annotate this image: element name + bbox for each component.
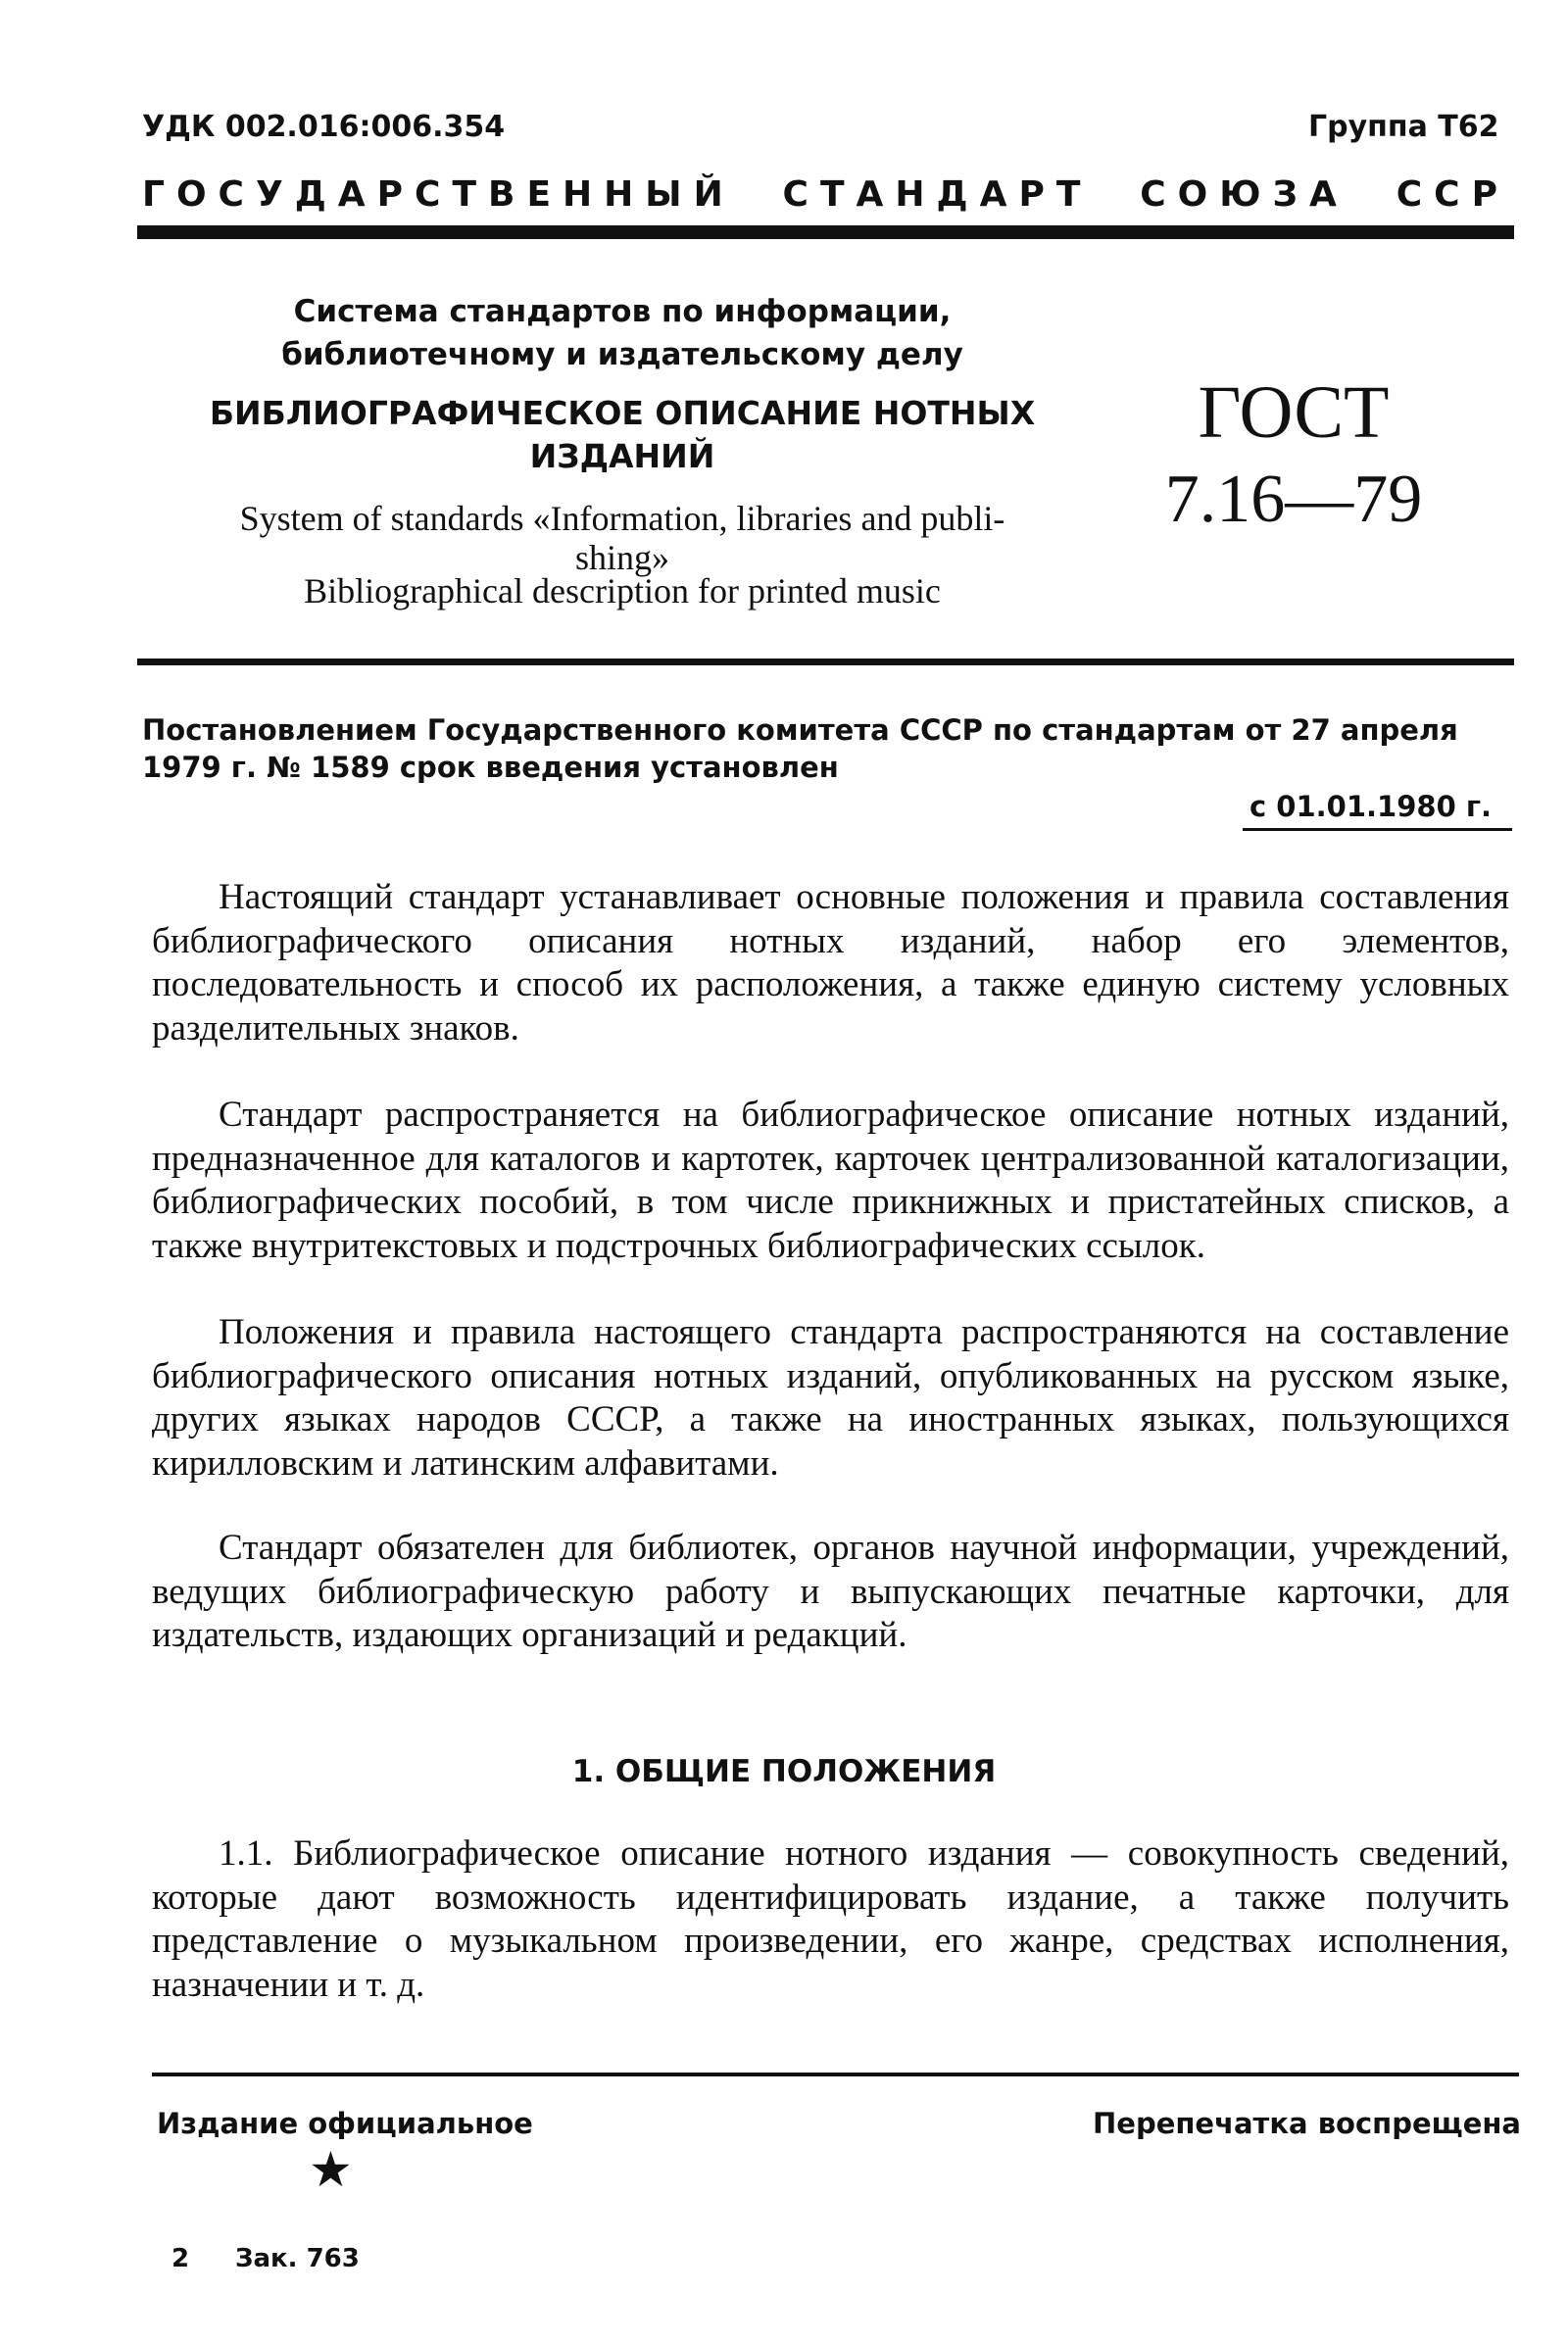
header-rule	[137, 225, 1514, 239]
standard-title-line-1: БИБЛИОГРАФИЧЕСКОЕ ОПИСАНИЕ НОТНЫХ	[209, 394, 1036, 432]
body-paragraph-3	[152, 1311, 1509, 1486]
banner-word-state: ГОСУДАРСТВЕННЫЙ	[142, 174, 735, 215]
decree-line-1: Постановлением Государственного комитета СССР по стандартам от 27 апреля	[142, 713, 1458, 747]
state-standard-banner	[142, 174, 1509, 215]
body-paragraph-4	[152, 1527, 1509, 1658]
footer-rule	[152, 2073, 1519, 2076]
decree-line-2: 1979 г. № 1589 срок введения установлен	[142, 751, 839, 784]
english-title-line-2: shing»	[574, 538, 669, 577]
page-number: 2	[172, 2244, 190, 2273]
paragraph-text: Стандарт распространяется на библиографическое описание нотных изданий, предназначенное для каталогов и картотек, карточек централизованной каталогизации, библиографических пособий, в том числе прикнижных и пристатейных списков, а также внутритекстовых и подстрочных библиографических ссылок.	[152, 1095, 1509, 1266]
star-icon: ★	[309, 2141, 353, 2198]
section-heading: 1. ОБЩИЕ ПОЛОЖЕНИЯ	[571, 1754, 997, 1789]
paragraph-text: Настоящий стандарт устанавливает основные положения и правила составления библиографического описания нотных изданий, набор его элементов, последовательность и способ их расположения, а также единую систему условных разделительных знаков.	[152, 877, 1509, 1049]
paragraph-text: 1.1. Библиографическое описание нотного издания — совокупность сведений, которые дают возможность идентифицировать издание, а также получить представление о музыкальном произведении, его жанре, средствах исполнения, назначении и т. д.	[152, 1833, 1509, 2005]
gost-number: 7.16—79	[1164, 462, 1423, 537]
paragraph-text: Положения и правила настоящего стандарта распространяются на составление библиографического описания нотных изданий, опубликованных на русском языке, других языках народов СССР, а также на иностранных языках, пользующихся кирилловским и латинским алфавитами.	[152, 1312, 1509, 1484]
body-paragraph-5	[152, 1832, 1509, 2007]
udk-code: УДК 002.016:006.354	[142, 110, 506, 144]
english-title-line-3: Bibliographical description for printed music	[304, 571, 941, 610]
order-number: Зак. 763	[235, 2244, 360, 2273]
standard-title-line-2: ИЗДАНИЙ	[529, 437, 715, 475]
system-line-1: Система стандартов по информации,	[293, 294, 952, 329]
effective-date: с 01.01.1980 г.	[1250, 790, 1493, 823]
body-paragraph-1	[152, 876, 1509, 1050]
english-title-line-1: System of standards «Information, libraries and publi-	[239, 499, 1005, 538]
body-paragraph-2	[152, 1094, 1509, 1268]
system-line-2: библиотечному и издательскому делу	[281, 337, 963, 372]
paragraph-text: Стандарт обязателен для библиотек, органов научной информации, учреждений, ведущих библиографическую работу и выпускающих печатные карточки, для издательств, издающих организаций и редакций.	[152, 1528, 1509, 1655]
title-rule	[137, 659, 1514, 665]
effective-date-underline	[1243, 828, 1512, 831]
official-edition-note: Издание официальное	[157, 2107, 533, 2140]
gost-label: ГОСТ	[1198, 371, 1390, 454]
group-code: Группа Т62	[1308, 110, 1499, 144]
banner-word-standard: СТАНДАРТ	[782, 174, 1093, 215]
banner-word-union: СОЮЗА	[1140, 174, 1348, 215]
reprint-prohibited-note: Перепечатка воспрещена	[1093, 2107, 1521, 2140]
banner-word-ussr: ССР	[1396, 174, 1509, 215]
